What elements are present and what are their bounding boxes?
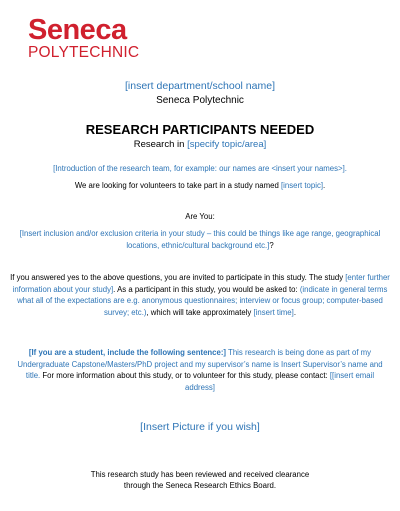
- email-placeholder: [[insert email address]: [185, 371, 375, 392]
- participation-paragraph: [10, 272, 390, 318]
- student-paragraph: [10, 347, 390, 393]
- organization-name: Seneca Polytechnic: [156, 95, 244, 106]
- participation-text-4: .: [293, 307, 296, 317]
- study-topic-placeholder: [insert topic]: [280, 181, 324, 190]
- volunteers-period: .: [323, 181, 326, 190]
- department-placeholder: [insert department/school name]: [125, 80, 275, 92]
- further-info-placeholder: [enter further information about your study]: [12, 273, 390, 294]
- participation-text-3: , which will take approximately: [146, 307, 254, 317]
- are-you-question: Are You:: [185, 212, 215, 221]
- research-in-label: Research in: [133, 139, 188, 150]
- participation-text-2: . As a participant in this study, you would be asked to:: [113, 284, 300, 294]
- clearance-line-2: through the Seneca Research Ethics Board.: [123, 481, 277, 490]
- criteria-paragraph: [12, 228, 388, 251]
- criteria-question-mark: ?: [269, 240, 274, 250]
- team-intro-placeholder: [Introduction of the research team, for example: our names are <insert your names>].: [53, 164, 347, 173]
- page-title: RESEARCH PARTICIPANTS NEEDED: [85, 122, 315, 137]
- topic-placeholder: [specify topic/area]: [187, 139, 267, 150]
- volunteers-text: We are looking for volunteers to take part in a study named: [74, 181, 281, 190]
- logo-subtitle: POLYTECHNIC: [28, 44, 140, 61]
- research-topic-line: [20, 139, 380, 151]
- ethics-clearance-note: [20, 469, 380, 491]
- participation-text-1: If you answered yes to the above questions, you are invited to participate in this study. The study: [10, 273, 346, 282]
- clearance-line-1: This research study has been reviewed and received clearance: [90, 470, 310, 479]
- student-instruction: [If you are a student, include the following sentence:]: [28, 348, 227, 357]
- seneca-polytechnic-logo: [28, 16, 139, 61]
- time-placeholder: [insert time]: [253, 307, 294, 317]
- criteria-placeholder: [Insert inclusion and/or exclusion criteria in your study – this could be things like age range, geographical locations, ethnic/cultural background etc.]: [19, 229, 381, 250]
- student-text-1: This research is being done as part of my Undergraduate Capstone/Masters/PhD project and my supervisor’s name is Insert Supervisor’s name and title.: [17, 348, 383, 380]
- student-text-2: For more information about this study, or to volunteer for this study, please contact:: [40, 371, 330, 380]
- picture-placeholder: [Insert Picture if you wish]: [140, 421, 260, 433]
- logo-wordmark: Seneca: [28, 14, 127, 46]
- expectations-placeholder: (indicate in general terms what all of the expectations are e.g. anonymous questionnaires; interview or focus group; computer-based survey; etc.): [17, 284, 388, 317]
- volunteers-line: [20, 180, 380, 191]
